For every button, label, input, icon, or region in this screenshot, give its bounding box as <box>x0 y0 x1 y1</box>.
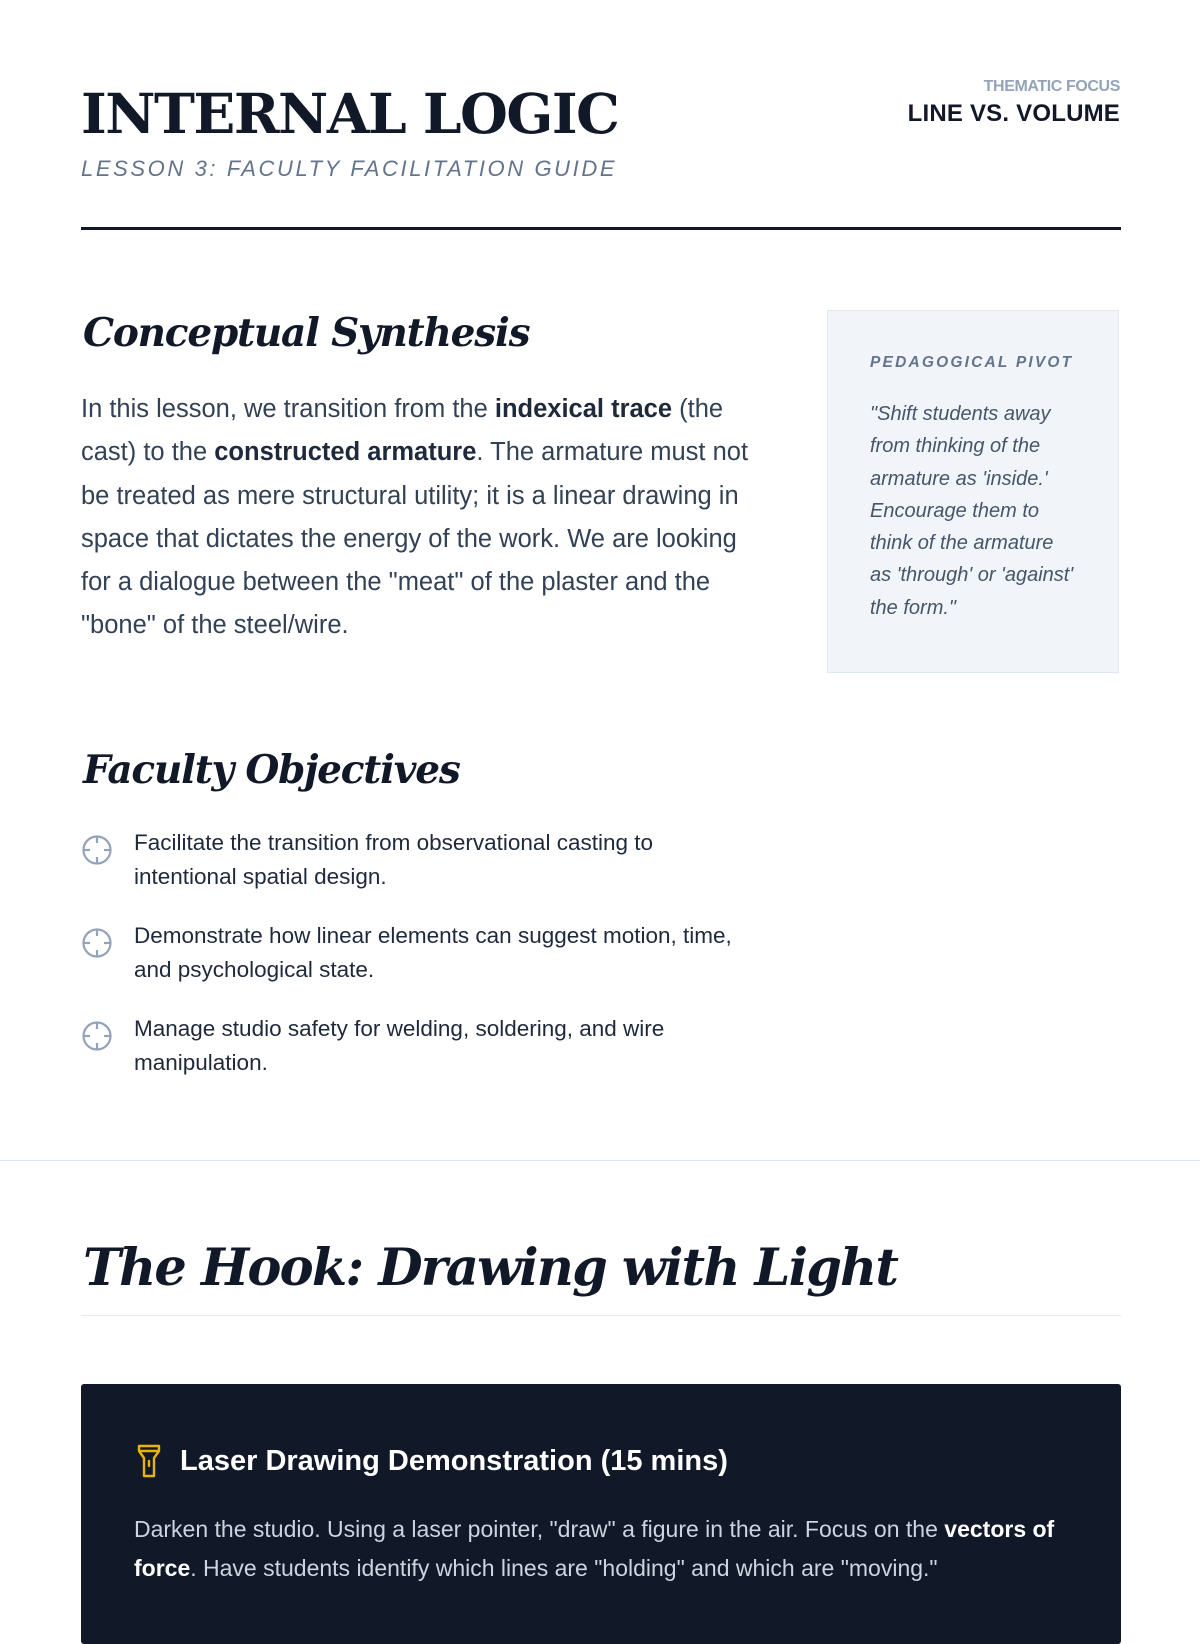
laser-demo-card <box>81 1384 1121 1644</box>
list-item <box>81 1012 761 1105</box>
objective-text: Facilitate the transition from observational casting to intentional spatial design. <box>134 830 654 889</box>
flashlight-icon <box>136 1444 162 1478</box>
card-header <box>136 1444 728 1478</box>
list-item <box>81 826 761 919</box>
thematic-focus-value: LINE VS. VOLUME <box>907 100 1120 127</box>
card-title: Laser Drawing Demonstration (15 mins) <box>180 1444 728 1477</box>
synthesis-emphasis-armature: constructed armature <box>214 438 477 467</box>
thematic-focus-label: THEMATIC FOCUS <box>983 78 1120 95</box>
list-item <box>81 919 761 1012</box>
document-subtitle: LESSON 3: FACULTY FACILITATION GUIDE <box>81 155 618 181</box>
crosshair-icon <box>81 927 113 959</box>
section-divider <box>0 1160 1200 1161</box>
hook-heading-rule <box>81 1315 1121 1316</box>
synthesis-text-1: In this lesson, we transition from the <box>81 395 495 423</box>
document-header <box>81 78 1121 182</box>
synthesis-text-3: . The armature must not be treated as mere structural utility; it is a linear drawing in space that dictates the energy of the work. We are looking for a dialogue between the "meat" of the plaster and the "bone" of the steel/wire. <box>81 438 749 640</box>
pedagogical-pivot-note <box>827 310 1119 673</box>
synthesis-paragraph <box>81 388 761 648</box>
header-divider <box>81 227 1121 230</box>
hook-heading: The Hook: Drawing with Light <box>83 1238 898 1298</box>
synthesis-text-2: (the cast) to the <box>81 395 724 467</box>
objectives-list <box>81 826 761 1105</box>
synthesis-emphasis-indexical: indexical trace <box>494 395 673 423</box>
pivot-quote: "Shift students away from thinking of the armature as 'inside.' Encourage them to think of the armature as 'through' or 'against' the form." <box>870 403 1074 619</box>
objectives-heading: Faculty Objectives <box>83 747 460 793</box>
synthesis-heading: Conceptual Synthesis <box>83 310 530 356</box>
card-body <box>134 1510 1064 1587</box>
card-text-1: Darken the studio. Using a laser pointer, "draw" a figure in the air. Focus on the <box>134 1516 945 1542</box>
card-text-2: . Have students identify which lines are "holding" and which are "moving." <box>190 1554 938 1581</box>
pivot-label: PEDAGOGICAL PIVOT <box>870 354 1074 371</box>
document-title: INTERNAL LOGIC <box>81 81 619 146</box>
thematic-focus <box>908 78 1120 128</box>
crosshair-icon <box>81 834 113 866</box>
crosshair-icon <box>81 1020 113 1052</box>
card-emphasis: vectors of force <box>134 1516 1055 1581</box>
objective-text: Manage studio safety for welding, soldering, and wire manipulation. <box>134 1016 665 1075</box>
objective-text: Demonstrate how linear elements can suggest motion, time, and psychological state. <box>134 923 732 982</box>
